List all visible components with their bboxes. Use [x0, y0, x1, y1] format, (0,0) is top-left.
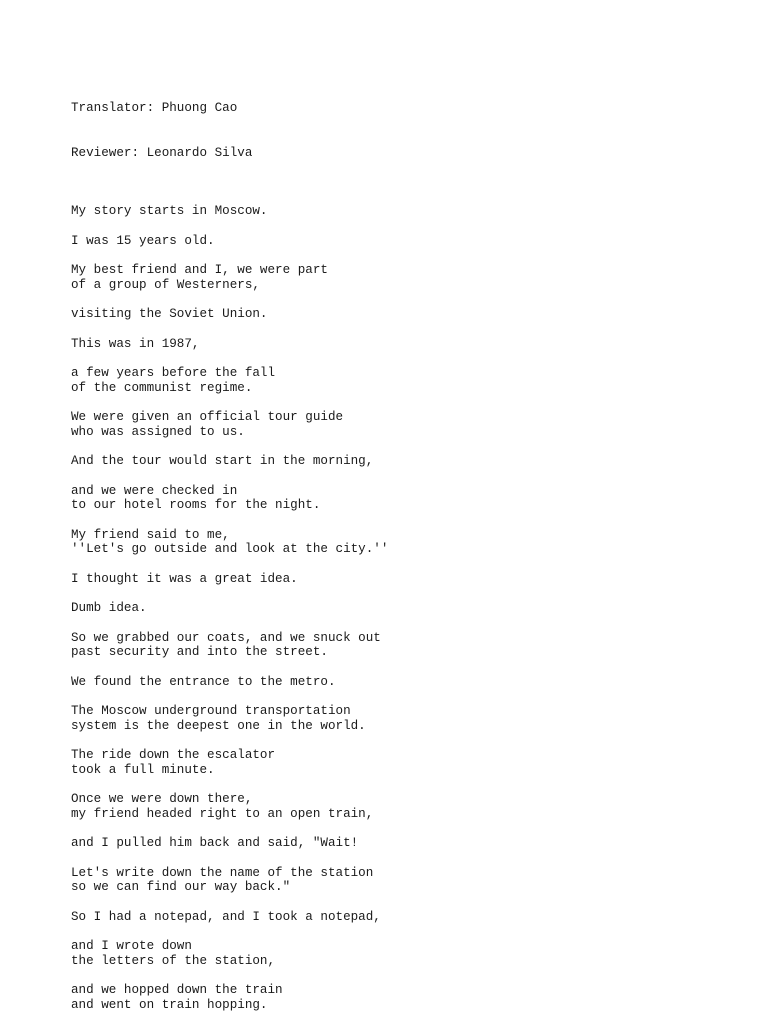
transcript-line: system is the deepest one in the world. [71, 718, 366, 733]
transcript-line: to our hotel rooms for the night. [71, 498, 321, 513]
transcript-line: Dumb idea. [71, 601, 147, 616]
transcript-paragraph [71, 484, 731, 513]
transcript-paragraph [71, 748, 731, 777]
transcript-line: ''Let's go outside and look at the city.'' [71, 542, 389, 557]
transcript-line: of a group of Westerners, [71, 277, 260, 292]
transcript-line: who was assigned to us. [71, 424, 245, 439]
transcript-line: We were given an official tour guide [71, 410, 344, 425]
transcript-line: took a full minute. [71, 762, 215, 777]
transcript-paragraph [71, 675, 731, 690]
transcript-body [71, 204, 731, 1012]
transcript-line: and we hopped down the train [71, 983, 283, 998]
transcript-paragraph [71, 836, 731, 851]
transcript-line: My story starts in Moscow. [71, 204, 268, 219]
transcript-paragraph [71, 910, 731, 925]
transcript-line: so we can find our way back." [71, 880, 291, 895]
transcript-paragraph [71, 601, 731, 616]
transcript-line: my friend headed right to an open train, [71, 806, 374, 821]
reviewer-credit: Reviewer: Leonardo Silva [71, 145, 253, 160]
transcript-line: And the tour would start in the morning, [71, 454, 374, 469]
transcript-paragraph [71, 204, 731, 219]
transcript-line: visiting the Soviet Union. [71, 307, 268, 322]
transcript-line: Let's write down the name of the station [71, 865, 374, 880]
transcript-line: and we were checked in [71, 483, 238, 498]
transcript-line: a few years before the fall [71, 365, 276, 380]
transcript-line: Once we were down there, [71, 792, 253, 807]
transcript-page [71, 72, 731, 1027]
transcript-line: and I wrote down [71, 939, 192, 954]
transcript-paragraph [71, 866, 731, 895]
translator-credit: Translator: Phuong Cao [71, 101, 238, 116]
transcript-paragraph [71, 983, 731, 1012]
transcript-line: I thought it was a great idea. [71, 571, 298, 586]
transcript-line: My friend said to me, [71, 527, 230, 542]
transcript-line: I was 15 years old. [71, 233, 215, 248]
transcript-paragraph [71, 263, 731, 292]
transcript-line: So I had a notepad, and I took a notepad, [71, 909, 381, 924]
transcript-line: the letters of the station, [71, 953, 276, 968]
transcript-paragraph [71, 410, 731, 439]
transcript-paragraph [71, 454, 731, 469]
transcript-paragraph [71, 337, 731, 352]
transcript-line: So we grabbed our coats, and we snuck out [71, 630, 381, 645]
transcript-line: past security and into the street. [71, 645, 328, 660]
transcript-line: This was in 1987, [71, 336, 200, 351]
transcript-paragraph [71, 234, 731, 249]
transcript-paragraph [71, 631, 731, 660]
transcript-paragraph [71, 792, 731, 821]
transcript-paragraph [71, 704, 731, 733]
transcript-paragraph [71, 528, 731, 557]
transcript-line: We found the entrance to the metro. [71, 674, 336, 689]
transcript-line: and went on train hopping. [71, 997, 268, 1012]
transcript-paragraph [71, 366, 731, 395]
transcript-line: and I pulled him back and said, "Wait! [71, 836, 359, 851]
transcript-line: The Moscow underground transportation [71, 704, 351, 718]
credits-block [71, 72, 731, 190]
transcript-line: My best friend and I, we were part [71, 263, 328, 278]
transcript-paragraph [71, 572, 731, 587]
transcript-line: The ride down the escalator [71, 748, 276, 763]
transcript-line: of the communist regime. [71, 380, 253, 395]
transcript-paragraph [71, 307, 731, 322]
transcript-paragraph [71, 939, 731, 968]
